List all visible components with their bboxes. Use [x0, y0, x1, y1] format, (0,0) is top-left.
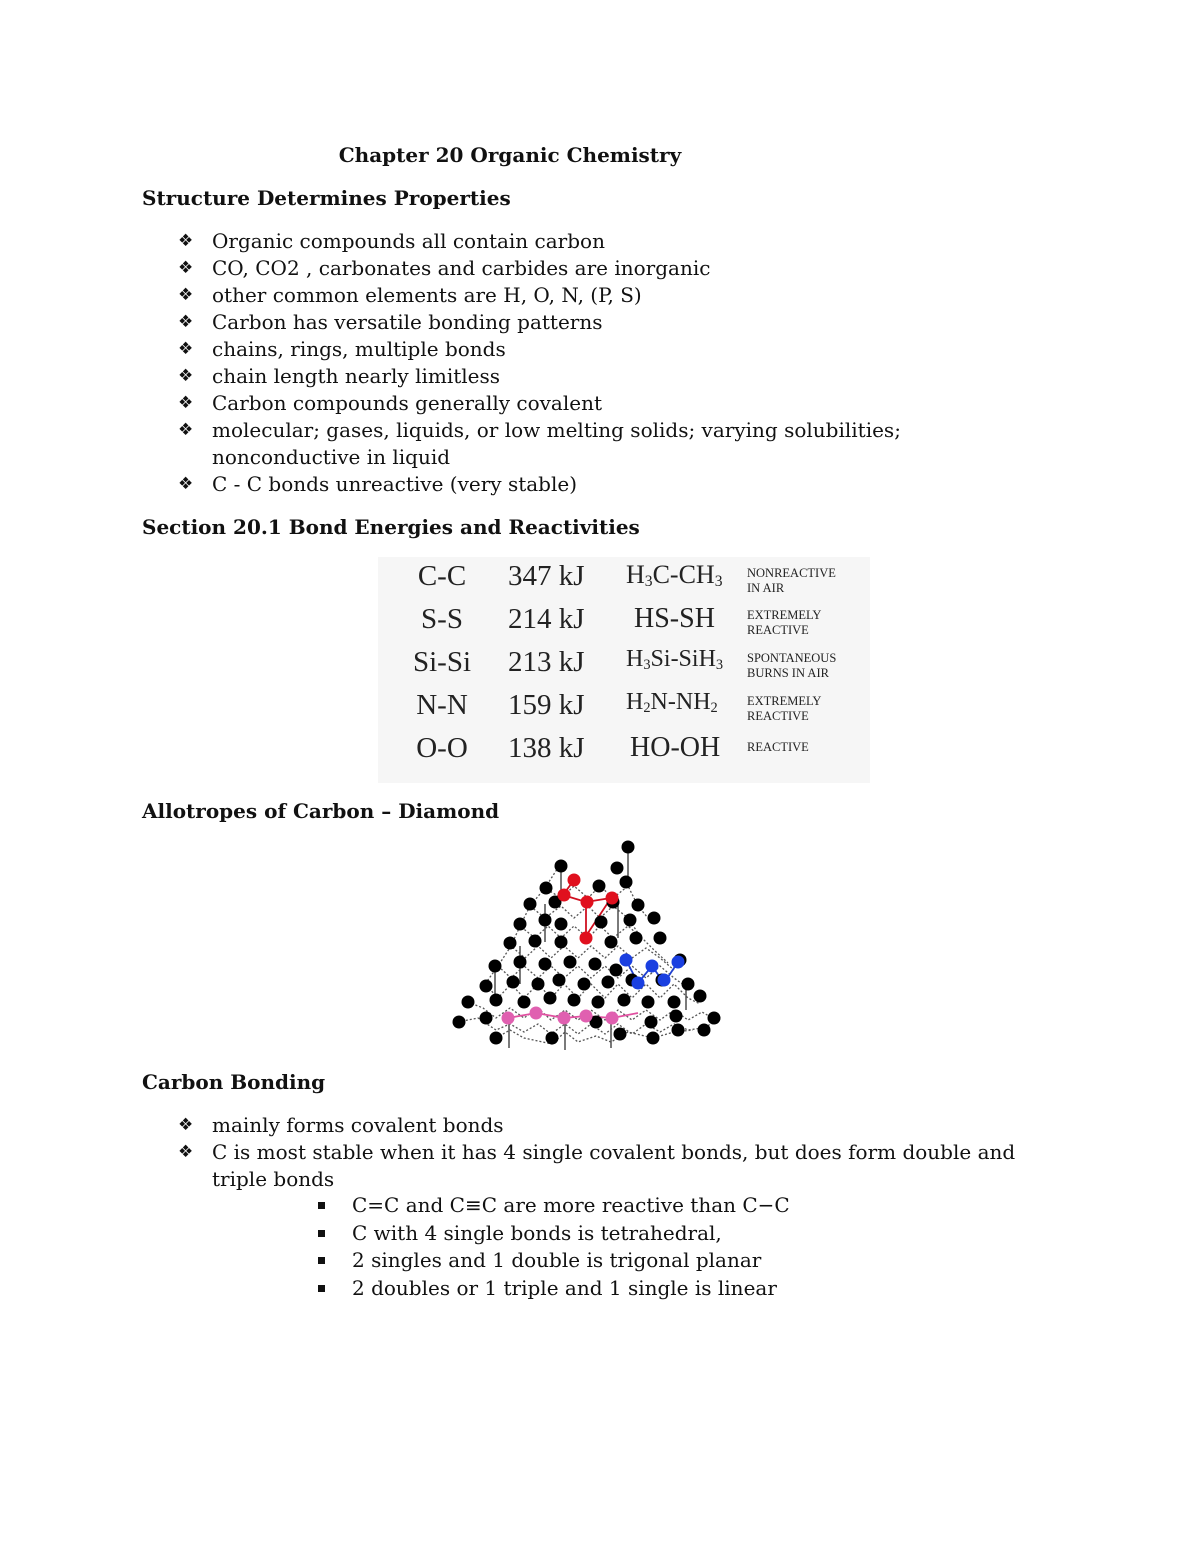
list-item: ❖ chains, rings, multiple bonds: [178, 337, 506, 361]
reactivity-note: NONREACTIVE IN AIR: [747, 566, 836, 595]
bond-cell: N-N: [416, 689, 468, 721]
list-item: ❖ molecular; gases, liquids, or low melting solids; varying solubilities; nonconductive in liquid: [178, 418, 901, 469]
bond-cell: S-S: [421, 603, 463, 635]
carbon-bonding-list: [178, 1112, 1038, 1193]
list-item: ❖ chain length nearly limitless: [178, 364, 501, 388]
diamond-bullet-icon: ❖: [178, 312, 194, 332]
molecule-cell: $H_3Si-SiH_3$: [626, 646, 724, 673]
section-heading-allotropes: Allotropes of Carbon – Diamond: [142, 799, 500, 823]
energy-cell: 159 kJ: [508, 689, 585, 721]
diamond-bullet-icon: ❖: [178, 366, 194, 386]
table-row: [378, 732, 870, 775]
structure-bullet-list: [178, 228, 1038, 498]
table-row: [378, 646, 870, 689]
bond-cell: Si-Si: [412, 646, 472, 678]
list-item: ❖ other common elements are H, O, N, (P, S): [178, 283, 642, 307]
diamond-bullet-icon: ❖: [178, 420, 194, 440]
section-heading-carbon-bonding: Carbon Bonding: [142, 1070, 326, 1094]
list-item: 2 doubles or 1 triple and 1 single is linear: [318, 1275, 790, 1303]
list-item: ❖ mainly forms covalent bonds: [178, 1113, 504, 1137]
section-heading-bond-energies: Section 20.1 Bond Energies and Reactivities: [142, 515, 640, 539]
list-item: C with 4 single bonds is tetrahedral,: [318, 1220, 790, 1248]
square-bullet-icon: [318, 1285, 325, 1292]
diamond-bullet-icon: ❖: [178, 393, 194, 413]
reactivity-note: EXTREMELY REACTIVE: [747, 694, 822, 723]
square-bullet-icon: [318, 1202, 325, 1209]
page-title: Chapter 20 Organic Chemistry: [338, 143, 682, 167]
diamond-bullet-icon: ❖: [178, 231, 194, 251]
list-item: ❖ Carbon compounds generally covalent: [178, 391, 603, 415]
list-item: ❖ CO, CO2 , carbonates and carbides are inorganic: [178, 256, 711, 280]
diamond-bullet-icon: ❖: [178, 285, 194, 305]
molecule-cell: $H_2N-NH_2$: [626, 689, 718, 716]
energy-cell: 347 kJ: [508, 560, 585, 592]
diamond-bullet-icon: ❖: [178, 1115, 194, 1135]
molecule-cell: HS-SH: [634, 603, 715, 634]
table-row: [378, 603, 870, 646]
reactivity-note: SPONTANEOUS BURNS IN AIR: [747, 651, 837, 680]
lattice-atoms: [453, 841, 721, 1045]
square-bullet-icon: [318, 1230, 325, 1237]
molecule-cell: HO-OH: [630, 732, 721, 763]
energy-cell: 213 kJ: [508, 646, 585, 678]
list-item: ❖ C is most stable when it has 4 single covalent bonds, but does form double and triple bonds: [178, 1140, 1016, 1191]
diamond-bullet-icon: ❖: [178, 258, 194, 278]
bond-energy-table: [378, 557, 870, 783]
energy-cell: 214 kJ: [508, 603, 585, 635]
diamond-bullet-icon: ❖: [178, 339, 194, 359]
diamond-lattice-image: [448, 838, 728, 1056]
energy-cell: 138 kJ: [508, 732, 585, 764]
table-row: [378, 560, 870, 603]
list-item: ❖ Organic compounds all contain carbon: [178, 229, 605, 253]
list-item: 2 singles and 1 double is trigonal planar: [318, 1247, 790, 1275]
diamond-bullet-icon: ❖: [178, 474, 194, 494]
reactivity-note: REACTIVE: [747, 740, 809, 754]
section-heading-structure: Structure Determines Properties: [142, 186, 511, 210]
list-item: ❖ C - C bonds unreactive (very stable): [178, 472, 578, 496]
diamond-bullet-icon: ❖: [178, 1142, 194, 1162]
bond-cell: C-C: [417, 560, 467, 592]
bond-cell: O-O: [416, 732, 468, 764]
square-bullet-icon: [318, 1257, 325, 1264]
list-item: ❖ Carbon has versatile bonding patterns: [178, 310, 603, 334]
list-item: C=C and C≡C are more reactive than C−C: [318, 1192, 790, 1220]
carbon-bonding-sublist: [318, 1192, 790, 1302]
reactivity-note: EXTREMELY REACTIVE: [747, 608, 822, 637]
table-row: [378, 689, 870, 732]
molecule-cell: $H_3C-CH_3$: [626, 560, 723, 590]
